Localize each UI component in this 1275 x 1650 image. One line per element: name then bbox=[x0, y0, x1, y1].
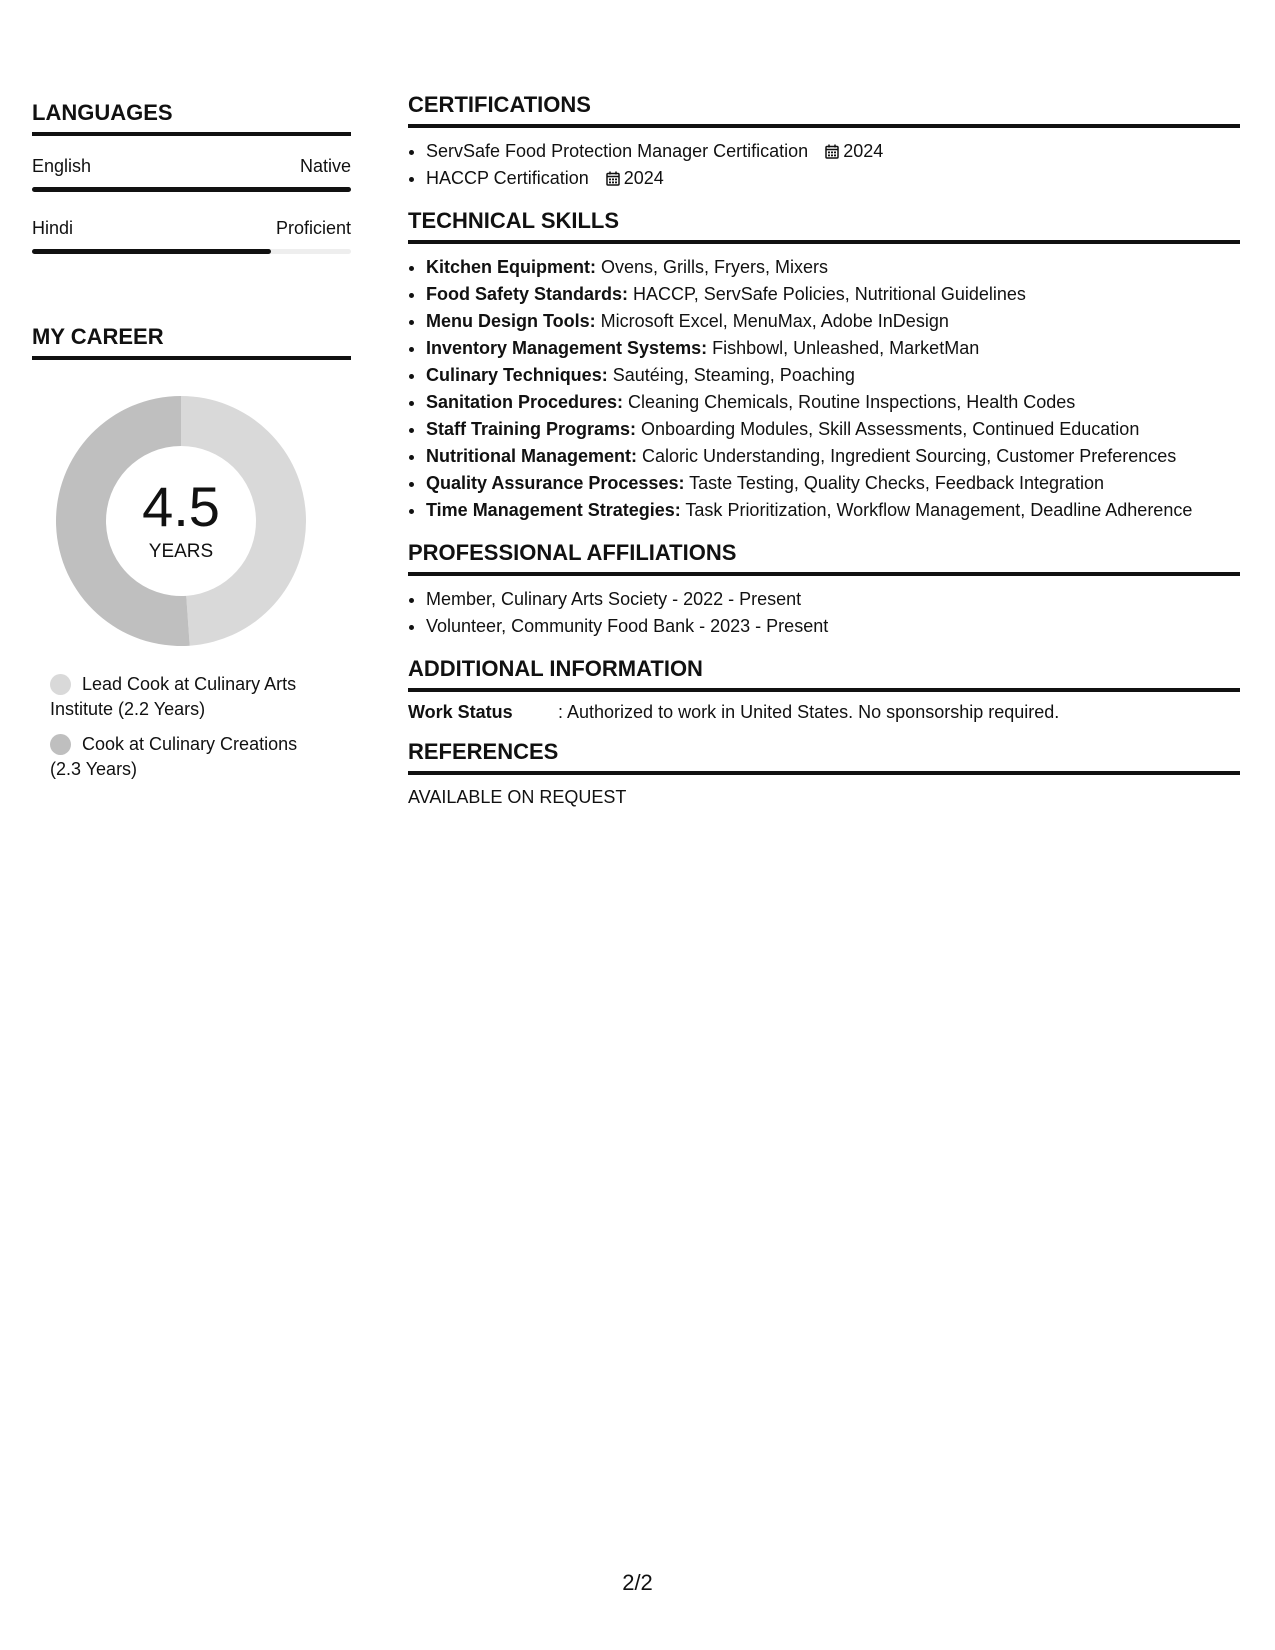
left-column bbox=[32, 100, 351, 792]
list-item bbox=[426, 165, 1240, 192]
certifications-list bbox=[408, 138, 1240, 192]
certification-name: HACCP Certification bbox=[426, 168, 589, 188]
affiliations-heading: PROFESSIONAL AFFILIATIONS bbox=[408, 540, 1240, 576]
career-total-unit: YEARS bbox=[148, 541, 214, 562]
additional-info-heading: ADDITIONAL INFORMATION bbox=[408, 656, 1240, 692]
references-section bbox=[408, 739, 1240, 808]
language-name: Hindi bbox=[32, 218, 74, 238]
affiliations-list bbox=[408, 586, 1240, 640]
language-proficiency-fill bbox=[32, 187, 351, 192]
calendar-icon bbox=[825, 144, 839, 159]
skill-category: Nutritional Management: bbox=[426, 446, 638, 466]
list-item bbox=[426, 308, 1240, 335]
calendar-icon bbox=[606, 171, 620, 186]
skill-values: Ovens, Grills, Fryers, Mixers bbox=[596, 257, 829, 277]
technical-skills-list bbox=[408, 254, 1240, 524]
skill-category: Food Safety Standards: bbox=[426, 284, 629, 304]
list-item bbox=[426, 138, 1240, 165]
legend-label: Cook at Culinary Creations (2.3 Years) bbox=[50, 734, 298, 779]
skill-category: Sanitation Procedures: bbox=[426, 392, 624, 412]
skill-category: Kitchen Equipment: bbox=[426, 257, 596, 277]
skill-category: Menu Design Tools: bbox=[426, 311, 596, 331]
legend-item bbox=[50, 672, 320, 722]
language-name: English bbox=[32, 156, 92, 176]
right-column bbox=[408, 92, 1240, 824]
language-proficiency-bar bbox=[32, 249, 351, 254]
list-item bbox=[426, 362, 1240, 389]
languages-heading: LANGUAGES bbox=[32, 100, 351, 136]
skill-values: Onboarding Modules, Skill Assessments, Continued Education bbox=[636, 419, 1140, 439]
references-text: AVAILABLE ON REQUEST bbox=[408, 787, 627, 807]
skill-values: Sautéing, Steaming, Poaching bbox=[607, 365, 855, 385]
certification-year: 2024 bbox=[843, 141, 884, 161]
legend-item bbox=[50, 732, 320, 782]
page-number: 2/2 bbox=[622, 1570, 653, 1595]
legend-label: Lead Cook at Culinary Arts Institute (2.2 Years) bbox=[50, 674, 297, 719]
language-proficiency-bar bbox=[32, 187, 351, 192]
list-item bbox=[426, 416, 1240, 443]
references-heading: REFERENCES bbox=[408, 739, 1240, 775]
list-item: • Volunteer, Community Food Bank - 2023 - Present bbox=[426, 613, 1240, 640]
list-item bbox=[426, 335, 1240, 362]
skill-category: Time Management Strategies: bbox=[426, 500, 681, 520]
language-level: Proficient bbox=[275, 218, 351, 238]
legend-dot-icon bbox=[50, 734, 71, 755]
skill-values: Taste Testing, Quality Checks, Feedback Integration bbox=[684, 473, 1105, 493]
list-item: • Member, Culinary Arts Society - 2022 - Present bbox=[426, 586, 1240, 613]
language-item-english bbox=[32, 156, 351, 192]
certification-name: ServSafe Food Protection Manager Certification bbox=[426, 141, 809, 161]
skill-category: Culinary Techniques: bbox=[426, 365, 608, 385]
legend-dot-icon bbox=[50, 674, 71, 695]
career-legend bbox=[50, 672, 320, 782]
skill-values: Caloric Understanding, Ingredient Sourcing, Customer Preferences bbox=[637, 446, 1177, 466]
work-status-row bbox=[408, 702, 1240, 723]
languages-section bbox=[32, 100, 351, 254]
skill-values: Microsoft Excel, MenuMax, Adobe InDesign bbox=[595, 311, 949, 331]
work-status-label: Work Status bbox=[408, 702, 513, 722]
list-item bbox=[426, 254, 1240, 281]
career-total-years: 4.5 bbox=[142, 475, 220, 538]
technical-skills-section bbox=[408, 208, 1240, 524]
language-level: Native bbox=[299, 156, 351, 176]
list-item bbox=[426, 281, 1240, 308]
work-status-value: : Authorized to work in United States. No sponsorship required. bbox=[558, 702, 1060, 722]
certifications-section bbox=[408, 92, 1240, 192]
language-proficiency-fill bbox=[32, 249, 271, 254]
career-section bbox=[32, 324, 351, 782]
skill-values: Task Prioritization, Workflow Management, Deadline Adherence bbox=[680, 500, 1193, 520]
certification-year: 2024 bbox=[623, 168, 664, 188]
skill-values: Fishbowl, Unleashed, MarketMan bbox=[707, 338, 980, 358]
language-item-hindi bbox=[32, 218, 351, 254]
skill-values: HACCP, ServSafe Policies, Nutritional Guidelines bbox=[628, 284, 1026, 304]
career-donut-chart bbox=[56, 396, 306, 646]
skill-category: Inventory Management Systems: bbox=[426, 338, 708, 358]
skill-category: Staff Training Programs: bbox=[426, 419, 637, 439]
list-item bbox=[426, 443, 1240, 470]
certifications-heading: CERTIFICATIONS bbox=[408, 92, 1240, 128]
list-item bbox=[426, 470, 1240, 497]
additional-info-section bbox=[408, 656, 1240, 723]
career-heading: MY CAREER bbox=[32, 324, 351, 360]
skill-values: Cleaning Chemicals, Routine Inspections, Health Codes bbox=[623, 392, 1076, 412]
technical-skills-heading: TECHNICAL SKILLS bbox=[408, 208, 1240, 244]
skill-category: Quality Assurance Processes: bbox=[426, 473, 685, 493]
list-item bbox=[426, 389, 1240, 416]
affiliations-section bbox=[408, 540, 1240, 640]
list-item bbox=[426, 497, 1240, 524]
